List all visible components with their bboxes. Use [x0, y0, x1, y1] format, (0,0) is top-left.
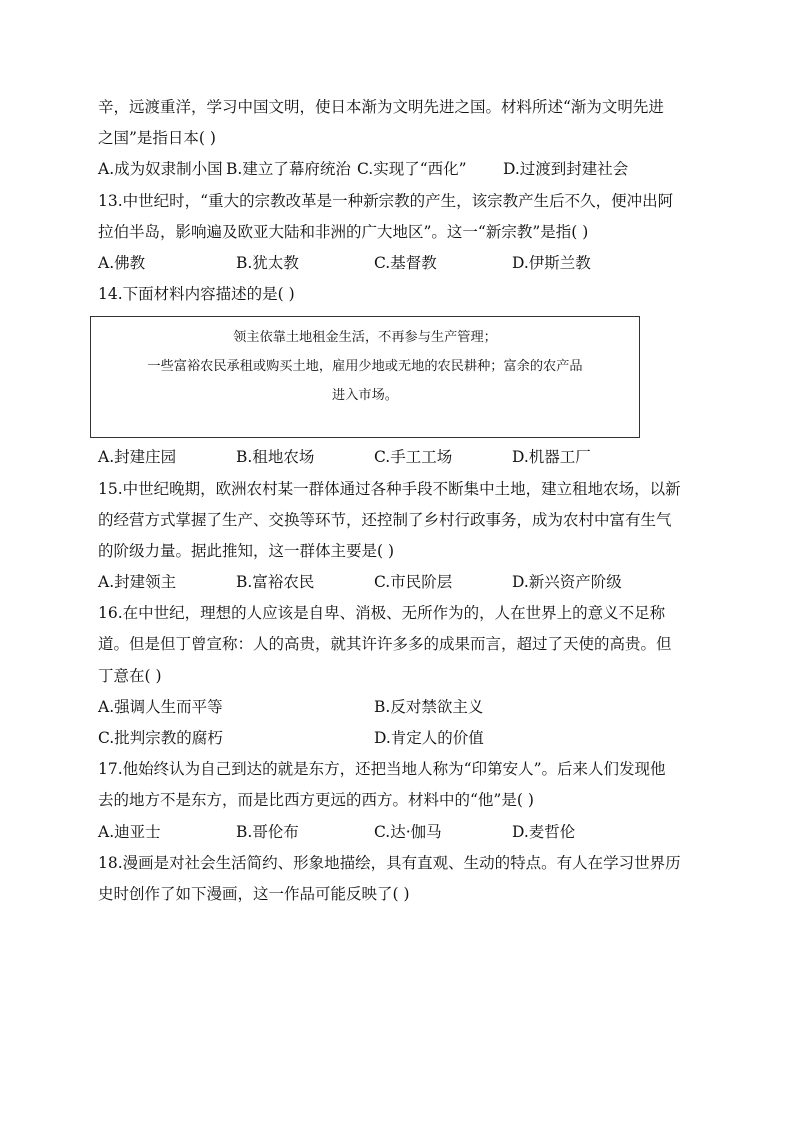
q12-options — [98, 154, 698, 185]
material-line: 一些富裕农民承租或购买土地，雇用少地或无地的农民耕种；富余的农产品 — [147, 359, 583, 375]
q15-stem-line: 15.中世纪晚期，欧洲农村某一群体通过各种手段不断集中土地，建立租地农场，以新 — [98, 479, 681, 498]
q16-stem-line: 丁意在( ) — [98, 666, 162, 685]
text-line: 之国”是指日本( ) — [98, 129, 216, 148]
q18-stem-line: 18.漫画是对社会生活简约、形象地描绘，具有直观、生动的特点。有人在学习世界历 — [98, 853, 681, 872]
q12-option-a: A.成为奴隶制小国 — [98, 160, 223, 179]
q14-option-a: A.封建庄园 — [98, 448, 177, 467]
q16-stem-line: 16.在中世纪，理想的人应该是自卑、消极、无所作为的，人在世界上的意义不足称 — [98, 604, 666, 623]
q13-option-a: A.佛教 — [98, 253, 146, 272]
q14-stem: 14.下面材料内容描述的是( ) — [98, 285, 295, 304]
q18-stem-line: 史时创作了如下漫画，这一作品可能反映了( ) — [98, 884, 410, 903]
q12-option-d: D.过渡到封建社会 — [503, 160, 629, 179]
q15-options — [98, 567, 698, 598]
q15-stem-line: 的经营方式掌握了生产、交换等环节，还控制了乡村行政事务，成为农村中富有生气 — [98, 510, 672, 529]
q14-option-d: D.机器工厂 — [512, 448, 591, 467]
q17-options — [98, 817, 698, 848]
q15-option-b: B.富裕农民 — [236, 573, 315, 592]
material-line: 领主依靠土地租金生活，不再参与生产管理； — [233, 330, 497, 346]
q16-stem-line: 道。但是但丁曾宣称：人的高贵，就其许许多多的成果而言，超过了天使的高贵。但 — [98, 635, 672, 654]
q17-option-d: D.麦哲伦 — [512, 822, 576, 841]
material-line: 进入市场。 — [332, 388, 398, 404]
q14-material-box — [90, 316, 640, 438]
q17-option-b: B.哥伦布 — [236, 822, 299, 841]
q13-stem-line: 拉伯半岛，影响遍及欧亚大陆和非洲的广大地区”。这一“新宗教”是指( ) — [98, 222, 589, 241]
q12-option-c: C.实现了“西化” — [357, 160, 467, 179]
q14-option-c: C.手工工场 — [374, 448, 453, 467]
q16-option-a: A.强调人生而平等 — [98, 697, 223, 716]
q16-options-row2 — [98, 723, 698, 754]
q13-option-c: C.基督教 — [374, 253, 437, 272]
q17-stem-line: 17.他始终认为自己到达的就是东方，还把当地人称为“印第安人”。后来人们发现他 — [98, 760, 666, 779]
q15-stem-line: 的阶级力量。据此推知，这一群体主要是( ) — [98, 541, 395, 560]
q14-options — [98, 442, 698, 473]
q13-option-b: B.犹太教 — [236, 253, 299, 272]
q17-option-a: A.迪亚士 — [98, 822, 161, 841]
q16-option-c: C.批判宗教的腐朽 — [98, 729, 223, 747]
exam-page — [98, 92, 698, 910]
q15-option-c: C.市民阶层 — [374, 573, 453, 592]
q13-stem-line: 13.中世纪时，“重大的宗教改革是一种新宗教的产生，该宗教产生后不久，便冲出阿 — [98, 191, 674, 210]
q17-option-c: C.达·伽马 — [374, 822, 442, 841]
q17-stem-line: 去的地方不是东方，而是比西方更远的西方。材料中的“他”是( ) — [98, 791, 534, 810]
text-line: 辛，远渡重洋，学习中国文明，使日本渐为文明先进之国。材料所述“渐为文明先进 — [98, 98, 664, 116]
q16-option-d: D.肯定人的价值 — [374, 729, 484, 747]
q14-option-b: B.租地农场 — [236, 448, 315, 467]
q13-option-d: D.伊斯兰教 — [512, 253, 591, 272]
q16-options-row1 — [98, 692, 698, 723]
q16-option-b: B.反对禁欲主义 — [374, 697, 484, 716]
q15-option-d: D.新兴资产阶级 — [512, 573, 622, 592]
q13-options — [98, 248, 698, 279]
q15-option-a: A.封建领主 — [98, 573, 177, 592]
q12-option-b: B.建立了幕府统治 — [226, 160, 351, 179]
